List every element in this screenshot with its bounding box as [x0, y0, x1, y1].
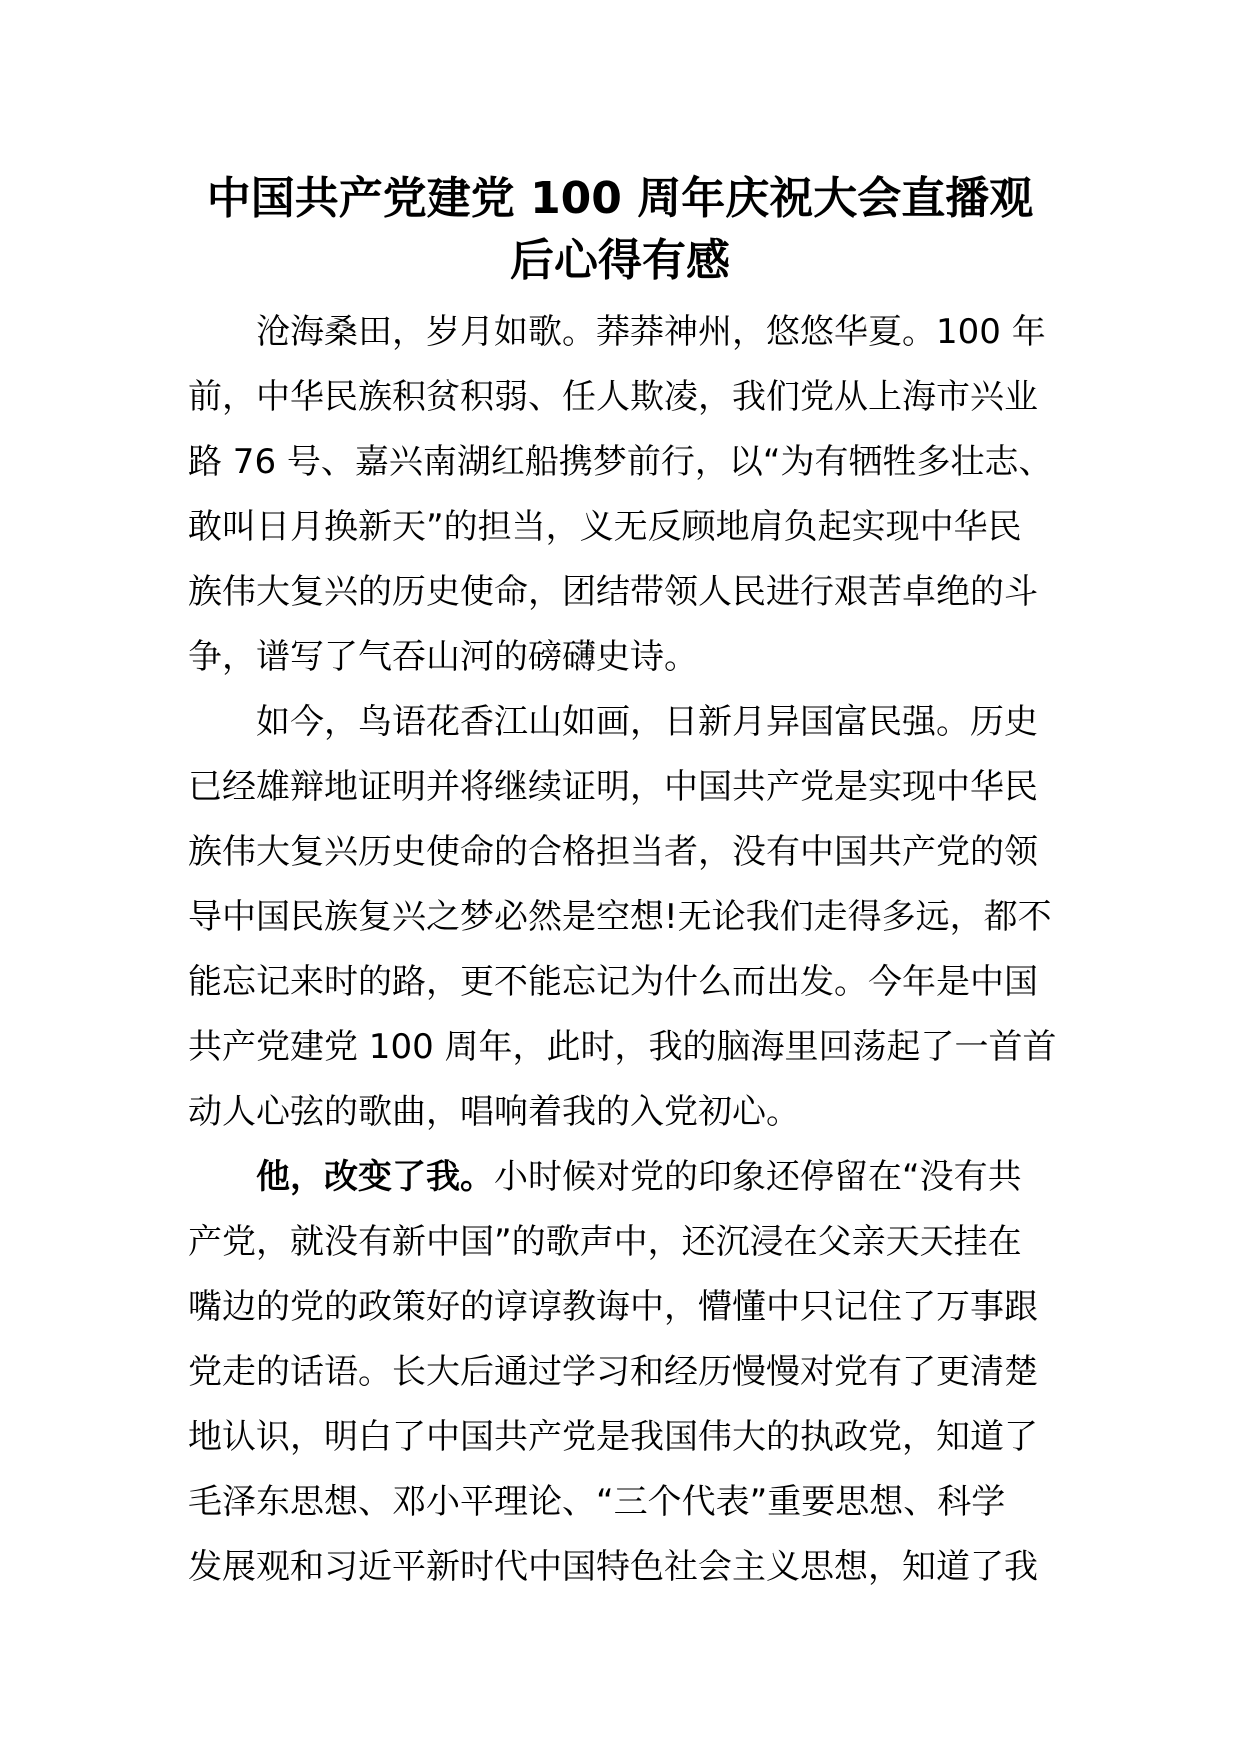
document-body [188, 300, 1058, 1600]
paragraph-line: 毛泽东思想、邓小平理论、“三个代表”重要思想、科学 [188, 1482, 1006, 1522]
paragraph-2 [188, 690, 1058, 1145]
paragraph-line: 沧海桑田，岁月如歌。莽莽神州，悠悠华夏。100 年 [256, 312, 1046, 352]
paragraph-line [188, 1145, 1058, 1210]
paragraph-line: 路 76 号、嘉兴南湖红船携梦前行，以“为有牺牲多壮志、 [188, 442, 1053, 482]
paragraph-line: 争，谱写了气吞山河的磅礴史诗。 [188, 637, 698, 677]
paragraph-line-rest: 小时候对党的印象还停留在“没有共 [494, 1157, 1022, 1197]
paragraph-line: 共产党建党 100 周年，此时，我的脑海里回荡起了一首首 [188, 1027, 1057, 1067]
paragraph-line: 动人心弦的歌曲，唱响着我的入党初心。 [188, 1092, 800, 1132]
document-title [190, 168, 1050, 292]
paragraph-lead-bold: 他，改变了我。 [256, 1157, 494, 1197]
paragraph-line: 前，中华民族积贫积弱、任人欺凌，我们党从上海市兴业 [188, 377, 1038, 417]
paragraph-3 [188, 1145, 1058, 1600]
paragraph-line: 地认识，明白了中国共产党是我国伟大的执政党，知道了 [188, 1417, 1038, 1457]
paragraph-line: 如今，鸟语花香江山如画，日新月异国富民强。历史 [256, 702, 1038, 742]
paragraph-line: 已经雄辩地证明并将继续证明，中国共产党是实现中华民 [188, 767, 1038, 807]
title-line-2: 后心得有感 [510, 235, 730, 286]
paragraph-line: 导中国民族复兴之梦必然是空想!无论我们走得多远，都不 [188, 897, 1052, 937]
paragraph-line: 党走的话语。长大后通过学习和经历慢慢对党有了更清楚 [188, 1352, 1038, 1392]
title-line-1: 中国共产党建党 100 周年庆祝大会直播观 [206, 173, 1034, 224]
paragraph-line: 能忘记来时的路，更不能忘记为什么而出发。今年是中国 [188, 962, 1038, 1002]
paragraph-line: 嘴边的党的政策好的谆谆教诲中，懵懂中只记住了万事跟 [188, 1287, 1038, 1327]
paragraph-line: 产党，就没有新中国”的歌声中，还沉浸在父亲天天挂在 [188, 1222, 1022, 1262]
paragraph-line: 族伟大复兴历史使命的合格担当者，没有中国共产党的领 [188, 832, 1038, 872]
paragraph-line: 族伟大复兴的历史使命，团结带领人民进行艰苦卓绝的斗 [188, 572, 1038, 612]
paragraph-1 [188, 300, 1058, 690]
paragraph-line: 敢叫日月换新天”的担当，义无反顾地肩负起实现中华民 [188, 507, 1022, 547]
paragraph-line: 发展观和习近平新时代中国特色社会主义思想，知道了我 [188, 1547, 1038, 1587]
